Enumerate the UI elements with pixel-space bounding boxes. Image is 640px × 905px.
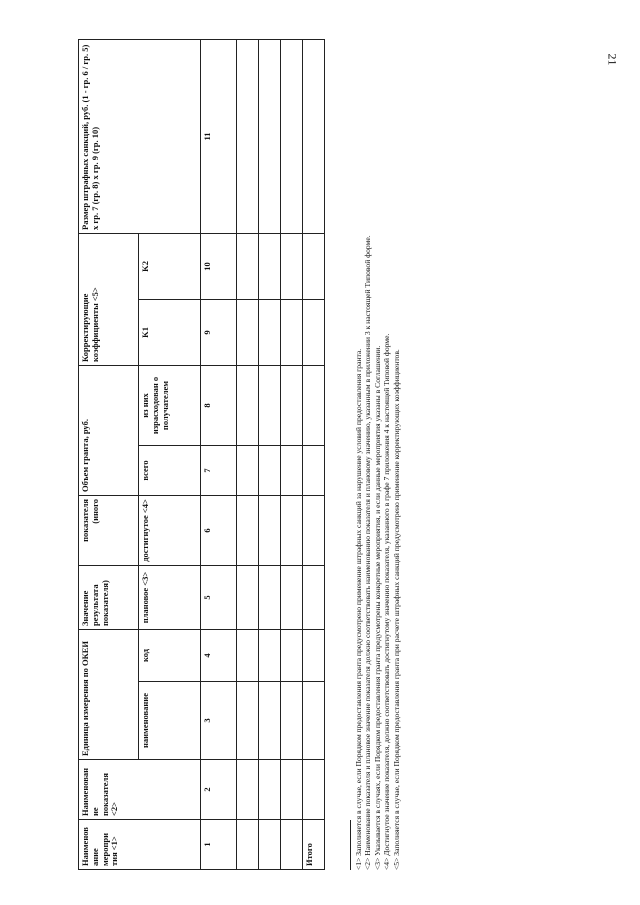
header-k1: K1 bbox=[139, 299, 201, 365]
header-unit-code: код bbox=[139, 629, 201, 681]
header-value-extra: показателя (иного bbox=[79, 495, 139, 565]
total-row bbox=[303, 39, 325, 869]
header-unit-name: наименование bbox=[139, 682, 201, 760]
column-number: 1 bbox=[201, 820, 237, 870]
header-k2: K2 bbox=[139, 233, 201, 299]
header-spent: из них израсходован о получателем bbox=[139, 365, 201, 445]
header-planned: плановое <3> bbox=[139, 565, 201, 629]
column-number: 11 bbox=[201, 39, 237, 233]
footnote-divider bbox=[350, 820, 351, 870]
header-grant-volume: Объем гранта, руб. bbox=[79, 365, 139, 495]
header-indicator-name: Наименован ие показателя <2> bbox=[79, 760, 201, 820]
footnote-5: <5> Заполняется в случае, если Порядком предоставления гранта при расчете штрафных санкций предусмотрено применение корректирующих коэффициентов. bbox=[391, 349, 401, 870]
header-achieved: достигнутое <4> bbox=[139, 495, 201, 565]
footnote-1: <1> Заполняется в случае, если Порядком предоставления гранта предусмотрено применение штрафных санкций за нарушение условий предоставления гранта. bbox=[354, 348, 363, 870]
header-value: Значение результата показателя) bbox=[79, 565, 139, 629]
header-unit: Единица измерения по ОКЕИ bbox=[79, 629, 139, 759]
column-number: 8 bbox=[201, 365, 237, 445]
page-number: 21 bbox=[605, 53, 620, 66]
rotated-sheet bbox=[78, 40, 438, 870]
footnote-4: <4> Достигнутое значение показателя, должно соответствовать достигнутому значению показателя, указанного в графе 7 приложения 4 к настоящей Типовой форме. bbox=[382, 333, 392, 870]
column-number: 6 bbox=[201, 495, 237, 565]
footnotes bbox=[350, 40, 401, 870]
header-total: всего bbox=[139, 445, 201, 495]
penalty-table bbox=[78, 39, 325, 870]
column-number: 7 bbox=[201, 445, 237, 495]
column-number: 2 bbox=[201, 760, 237, 820]
table-row bbox=[259, 39, 281, 869]
header-penalty-size: Размер штрафных санкций, руб. (1 - гр. 6 / гр. 5) x гр. 7 (гр. 8) x гр. 9 (гр. 10) bbox=[79, 39, 201, 233]
table-row bbox=[281, 39, 303, 869]
header-coefficients: Корректирующие коэффициенты <5> bbox=[79, 233, 139, 365]
column-number: 9 bbox=[201, 299, 237, 365]
column-number: 5 bbox=[201, 565, 237, 629]
column-number: 4 bbox=[201, 629, 237, 681]
column-number: 3 bbox=[201, 682, 237, 760]
total-label: Итого bbox=[303, 820, 325, 870]
table-row bbox=[237, 39, 259, 869]
column-number: 10 bbox=[201, 233, 237, 299]
footnote-2: <2> Наименование показателя и плановое значение показателя должно соответствовать наименованию показателя и плановому значению, указанным в приложении 3 к настоящей Типовой форме. bbox=[363, 235, 373, 870]
footnote-3: <3> Указывается в случаях, если Порядком предоставления гранта предусмотрены конкретные мероприятия, и если данные мероприятия указаны в Соглашении. bbox=[372, 345, 382, 870]
header-measure: Наименов ание меропри тия <1> bbox=[79, 820, 201, 870]
